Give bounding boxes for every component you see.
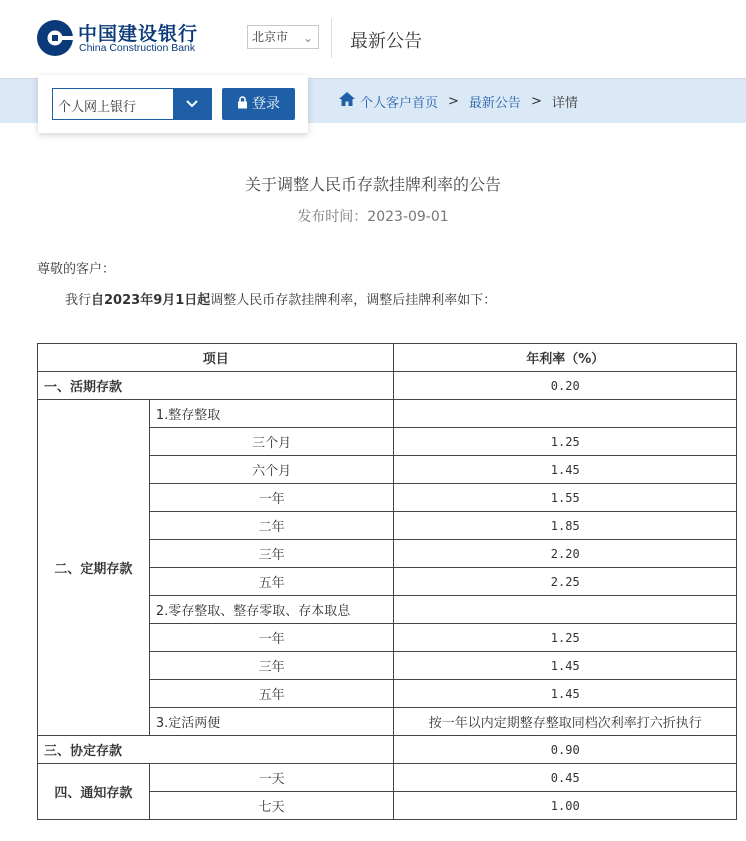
article-greeting: 尊敬的客户： bbox=[37, 262, 116, 277]
subcategory-label: 2.零存整取、整存零取、存本取息 bbox=[149, 596, 394, 624]
table-row bbox=[38, 400, 737, 428]
rate-cell: 1.55 bbox=[394, 484, 737, 512]
rate-cell: 1.25 bbox=[394, 624, 737, 652]
category-demand: 一、活期存款 bbox=[38, 372, 394, 400]
city-select[interactable] bbox=[247, 25, 319, 49]
rate-cell: 2.25 bbox=[394, 568, 737, 596]
subcategory-label: 1.整存整取 bbox=[149, 400, 394, 428]
term-cell: 三年 bbox=[149, 652, 394, 680]
rate-cell: 2.20 bbox=[394, 540, 737, 568]
rate-cell: 1.45 bbox=[394, 456, 737, 484]
term-cell: 五年 bbox=[149, 568, 394, 596]
city-select-value: 北京市 bbox=[252, 30, 289, 44]
breadcrumb-separator: > bbox=[448, 93, 459, 109]
header-divider bbox=[331, 18, 332, 58]
bank-type-select[interactable] bbox=[52, 88, 212, 120]
subcategory-label: 3.定活两便 bbox=[149, 708, 394, 736]
term-cell: 一天 bbox=[149, 764, 394, 792]
lock-icon bbox=[237, 88, 248, 120]
login-panel bbox=[38, 75, 308, 133]
intro-text: 我行 bbox=[65, 293, 92, 308]
logo-text-cn[interactable]: 中国建设银行 bbox=[78, 23, 199, 45]
ccb-logo-icon[interactable] bbox=[36, 19, 74, 57]
term-cell: 五年 bbox=[149, 680, 394, 708]
rate-cell: 1.45 bbox=[394, 652, 737, 680]
term-cell: 一年 bbox=[149, 624, 394, 652]
category-agreement: 三、协定存款 bbox=[38, 736, 394, 764]
rate-table bbox=[37, 343, 737, 820]
column-header-item: 项目 bbox=[38, 344, 394, 372]
rate-cell: 1.85 bbox=[394, 512, 737, 540]
table-header-row bbox=[38, 344, 737, 372]
rate-cell: 0.20 bbox=[394, 372, 737, 400]
rate-cell bbox=[394, 400, 737, 428]
breadcrumb-section-link[interactable]: 最新公告 bbox=[468, 95, 521, 111]
term-cell: 一年 bbox=[149, 484, 394, 512]
logo-text-en[interactable]: China Construction Bank bbox=[79, 42, 196, 54]
breadcrumb-home-link[interactable]: 个人客户首页 bbox=[360, 95, 439, 111]
rate-cell: 0.90 bbox=[394, 736, 737, 764]
home-icon[interactable] bbox=[338, 91, 356, 111]
term-cell: 七天 bbox=[149, 792, 394, 820]
term-cell: 三年 bbox=[149, 540, 394, 568]
term-cell: 二年 bbox=[149, 512, 394, 540]
rate-cell bbox=[394, 596, 737, 624]
chevron-down-icon[interactable] bbox=[173, 89, 211, 119]
rate-cell: 1.45 bbox=[394, 680, 737, 708]
rate-cell: 1.00 bbox=[394, 792, 737, 820]
intro-text: 调整人民币存款挂牌利率，调整后挂牌利率如下： bbox=[210, 293, 497, 308]
article-date: 发布时间：2023-09-01 bbox=[297, 209, 449, 225]
page-title: 最新公告 bbox=[350, 31, 422, 52]
term-cell: 六个月 bbox=[149, 456, 394, 484]
term-cell: 三个月 bbox=[149, 428, 394, 456]
rate-cell: 按一年以内定期整存整取同档次利率打六折执行 bbox=[394, 708, 737, 736]
breadcrumb-separator: > bbox=[530, 93, 542, 109]
category-notice: 四、通知存款 bbox=[38, 764, 150, 820]
table-row bbox=[38, 736, 737, 764]
intro-date-bold: 自2023年9月1日起 bbox=[91, 293, 211, 308]
breadcrumb bbox=[338, 91, 578, 111]
rate-cell: 1.25 bbox=[394, 428, 737, 456]
login-button[interactable] bbox=[222, 88, 295, 120]
breadcrumb-current: 详情 bbox=[551, 95, 578, 111]
login-button-label: 登录 bbox=[252, 96, 280, 112]
bank-type-value: 个人网上银行 bbox=[58, 100, 137, 115]
chevron-down-icon: ⌄ bbox=[302, 31, 313, 45]
article-intro bbox=[65, 289, 496, 308]
site-header bbox=[0, 0, 746, 78]
table-row bbox=[38, 372, 737, 400]
article-title: 关于调整人民币存款挂牌利率的公告 bbox=[244, 175, 501, 194]
column-header-rate: 年利率（%） bbox=[394, 344, 737, 372]
table-row bbox=[38, 764, 737, 792]
category-time: 二、定期存款 bbox=[38, 400, 150, 736]
rate-cell: 0.45 bbox=[394, 764, 737, 792]
